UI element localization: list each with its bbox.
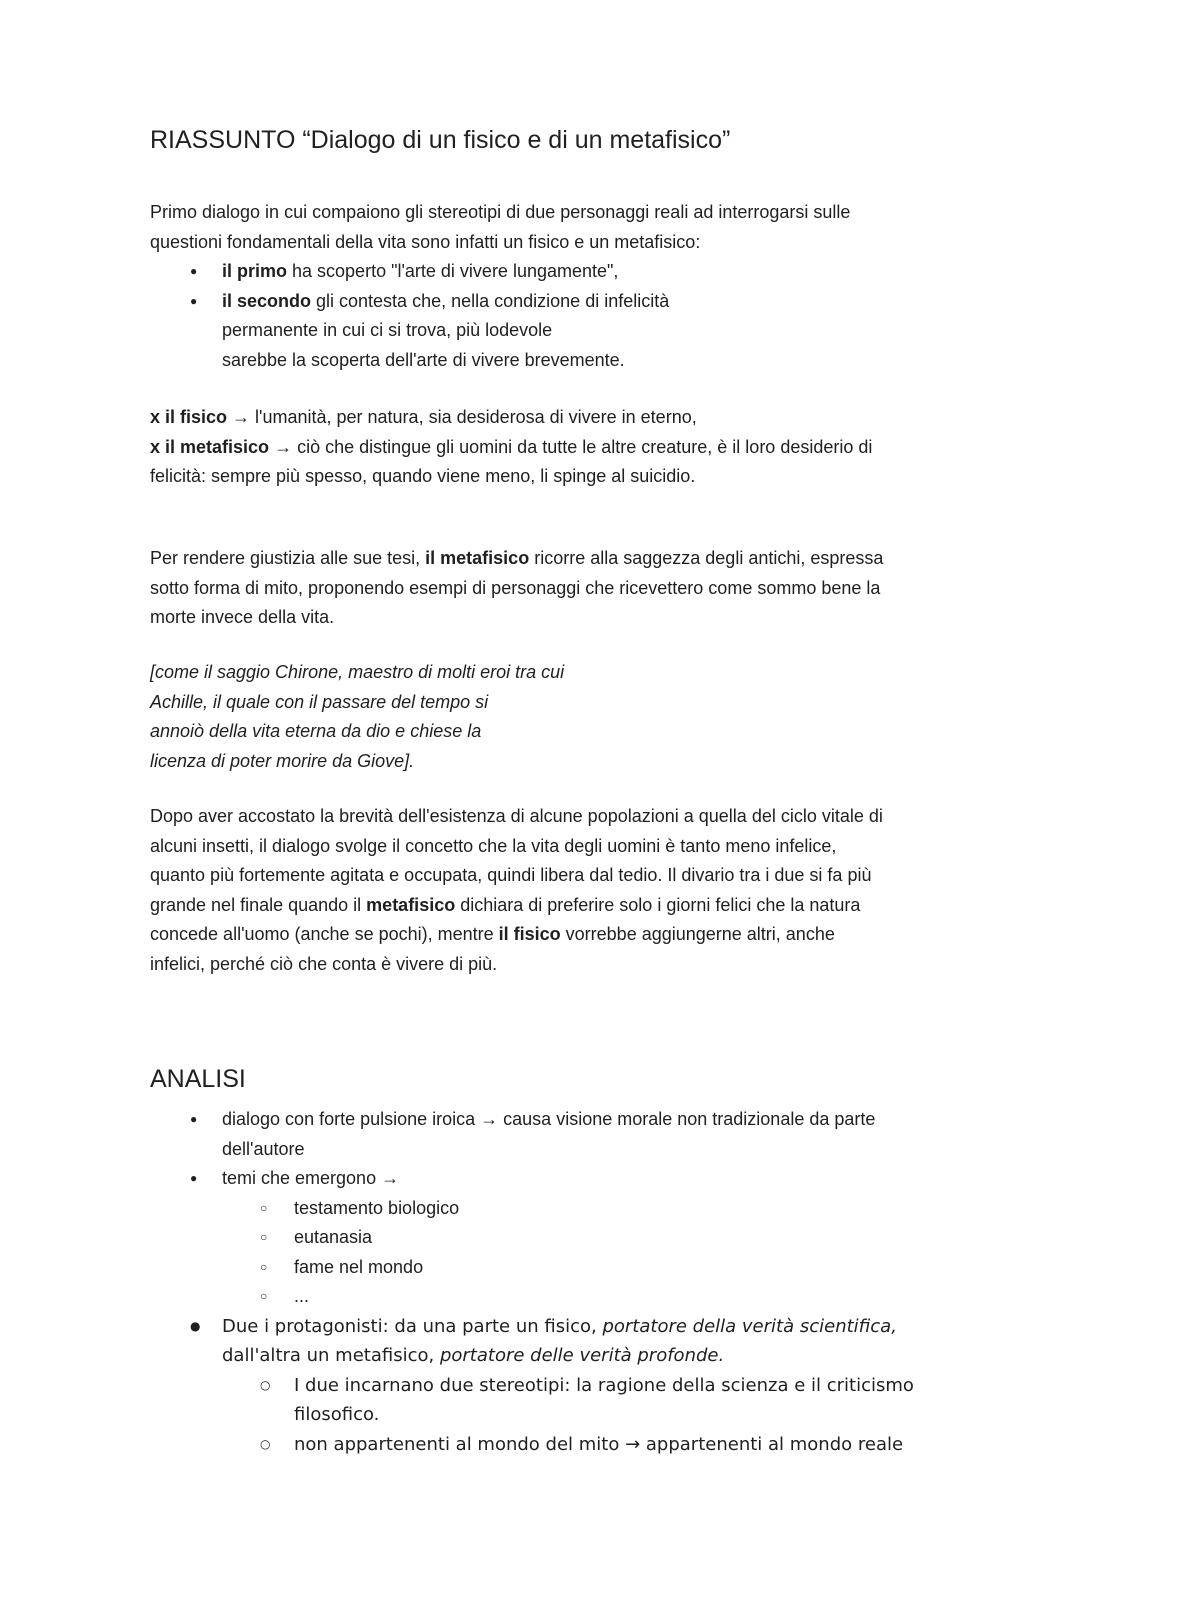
item-text: gli contesta che, nella condizione di infelicità — [311, 290, 670, 311]
paragraph-line: infelici, perché ciò che conta è vivere di più. — [150, 953, 498, 974]
list-item — [150, 1164, 914, 1194]
list-item — [150, 1312, 914, 1371]
text: dichiara di preferire solo i giorni felici che la natura — [455, 894, 861, 915]
bold-term: il primo — [222, 261, 288, 281]
analisi-bullet-list — [150, 1105, 914, 1459]
sub-list-item: ○ eutanasia — [150, 1223, 914, 1253]
item-text: dell'autore — [222, 1138, 305, 1159]
sub-list-item: ○ non appartenenti al mondo del mito → appartenenti al mondo reale — [150, 1430, 914, 1460]
bold-term: il fisico — [498, 924, 561, 944]
italic-text: portatore delle verità profonde. — [439, 1345, 725, 1366]
analisi-section — [150, 1105, 914, 1459]
paragraph-line: quanto più fortemente agitata e occupata, quindi libera dal tedio. Il divario tra i due si fa più — [150, 865, 872, 885]
sub-list-item — [150, 1371, 914, 1430]
text: ricorre alla saggezza degli antichi, espressa — [529, 548, 884, 568]
text: grande nel finale quando il — [150, 894, 367, 915]
sub-list-item: ○ fame nel mondo — [150, 1253, 914, 1283]
quote-line: [come il saggio Chirone, maestro di molti eroi tra cui — [150, 662, 565, 682]
paragraph-line: sotto forma di mito, proponendo esempi di personaggi che ricevettero come sommo bene la — [150, 577, 881, 598]
quote-line: Achille, il quale con il passare del tempo si — [150, 691, 489, 712]
item-text: filosofico. — [294, 1404, 380, 1425]
chirone-quote — [150, 658, 564, 776]
bold-term: x il fisico — [150, 407, 228, 427]
item-text: temi che emergono → — [222, 1168, 400, 1188]
item-text: ha scoperto "l'arte di vivere lungamente", — [287, 261, 619, 281]
list-item — [150, 257, 850, 287]
intro-line: questioni fondamentali della vita sono infatti un fisico e un metafisico: — [150, 231, 701, 252]
intro-section — [150, 198, 850, 375]
text: Per rendere giustizia alle sue tesi, — [150, 548, 426, 568]
paragraph-line: Dopo aver accostato la brevità dell'esistenza di alcune popolazioni a quella del ciclo vitale di — [150, 806, 883, 826]
dopo-paragraph — [150, 802, 883, 979]
text: vorrebbe aggiungerne altri, anche — [560, 924, 835, 944]
sub-list-item: ○ testamento biologico — [150, 1194, 914, 1224]
bold-term: x il metafisico — [150, 436, 270, 457]
intro-bullet-list — [150, 257, 850, 375]
bold-term: il metafisico — [425, 548, 530, 568]
paragraph-line — [150, 920, 883, 950]
item-text: permanente in cui ci si trova, più lodevole — [222, 320, 553, 340]
paragraph-line — [150, 891, 883, 921]
list-item — [150, 1105, 914, 1164]
item-text: dall'altra un metafisico, — [222, 1345, 440, 1366]
list-item — [150, 287, 850, 376]
sub-list-item: ○ ... — [150, 1282, 914, 1312]
paragraph-line: alcuni insetti, il dialogo svolge il concetto che la vita degli uomini è tanto meno infelice, — [150, 835, 837, 856]
bold-term: il secondo — [222, 290, 312, 311]
item-text: dialogo con forte pulsione iroica → causa visione morale non tradizionale da parte — [222, 1109, 876, 1129]
bold-term: metafisico — [366, 894, 456, 915]
item-text: Due i protagonisti: da una parte un fisico, — [222, 1315, 603, 1337]
paragraph-line — [150, 544, 883, 574]
view-line — [150, 403, 872, 433]
giustizia-paragraph — [150, 544, 883, 633]
text: concede all'uomo (anche se pochi), mentre — [150, 924, 499, 944]
view-text: → l'umanità, per natura, sia desiderosa di vivere in eterno, — [227, 407, 697, 427]
quote-line: annoiò della vita eterna da dio e chiese la — [150, 721, 482, 741]
item-text: I due incarnano due stereotipi: la ragione della scienza e il criticismo — [294, 1374, 914, 1396]
views-section — [150, 403, 872, 492]
quote-line: licenza di poter morire da Giove]. — [150, 750, 415, 771]
italic-text: portatore della verità scientifica, — [602, 1315, 897, 1337]
item-text: sarebbe la scoperta dell'arte di vivere brevemente. — [222, 349, 625, 370]
section-title-analisi: ANALISI — [150, 1065, 246, 1093]
view-line: felicità: sempre più spesso, quando viene meno, li spinge al suicidio. — [150, 466, 696, 486]
view-text: → ciò che distingue gli uomini da tutte le altre creature, è il loro desiderio di — [269, 436, 873, 457]
paragraph-line: morte invece della vita. — [150, 607, 335, 627]
view-line — [150, 433, 872, 463]
page-title: RIASSUNTO “Dialogo di un fisico e di un metafisico” — [150, 126, 731, 154]
intro-line: Primo dialogo in cui compaiono gli stereotipi di due personaggi reali ad interrogarsi sulle — [150, 202, 851, 222]
